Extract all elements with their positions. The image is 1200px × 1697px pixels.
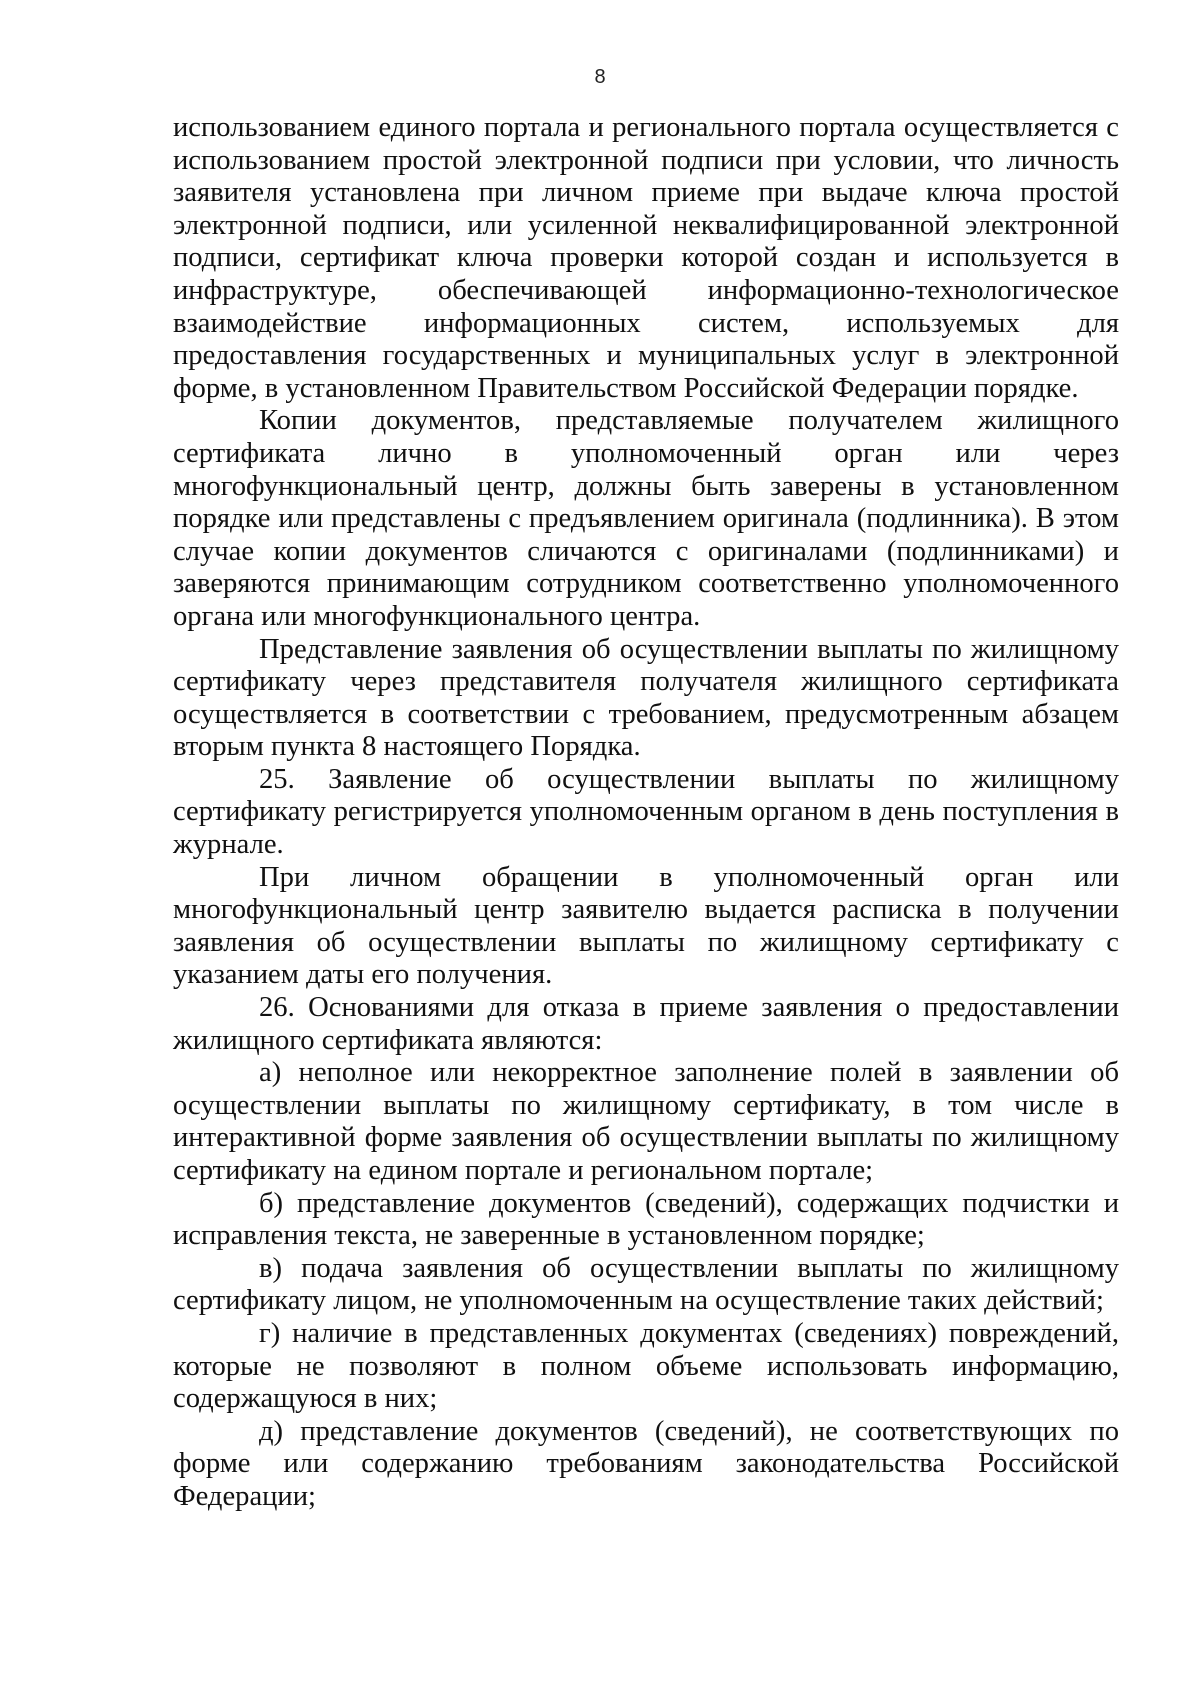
paragraph: использованием единого портала и регионального портала осуществляется с использованием простой электронной подписи при условии, что личность заявителя установлена при личном приеме при выдаче ключа простой электронной подписи, или усиленной неквалифицированной электронной подписи, сертификат ключа проверки которой создан и используется в инфраструктуре, обеспечивающей информационно-технологическое взаимодействие информационных систем, используемых для предоставления государственных и муниципальных услуг в электронной форме, в установленном Правительством Российской Федерации порядке. [173,112,1119,404]
list-item: а) неполное или некорректное заполнение полей в заявлении об осуществлении выплаты по жилищному сертификату, в том числе в интерактивной форме заявления об осуществлении выплаты по жилищному сертификату на едином портале и региональном портале; [173,1057,1119,1186]
list-item: б) представление документов (сведений), содержащих подчистки и исправления текста, не заверенные в установленном порядке; [173,1187,1119,1252]
paragraph: 25. Заявление об осуществлении выплаты по жилищному сертификату регистрируется уполномоченным органом в день поступления в журнале. [173,763,1119,861]
list-item: д) представление документов (сведений), не соответствующих по форме или содержанию требованиям законодательства Российской Федерации; [173,1415,1119,1512]
document-body [173,112,1119,1514]
list-item: в) подача заявления об осуществлении выплаты по жилищному сертификату лицом, не уполномоченным на осуществление таких действий; [173,1252,1119,1317]
list-item: г) наличие в представленных документах (сведениях) повреждений, которые не позволяют в полном объеме использовать информацию, содержащуюся в них; [173,1317,1119,1415]
paragraph: 26. Основаниями для отказа в приеме заявления о предоставлении жилищного сертификата являются: [173,992,1119,1056]
paragraph: При личном обращении в уполномоченный орган или многофункциональный центр заявителю выдается расписка в получении заявления об осуществлении выплаты по жилищному сертификату с указанием даты его получения. [173,861,1119,991]
paragraph: Представление заявления об осуществлении выплаты по жилищному сертификату через представителя получателя жилищного сертификата осуществляется в соответствии с требованием, предусмотренным абзацем вторым пункта 8 настоящего Порядка. [173,633,1119,763]
paragraph: Копии документов, представляемые получателем жилищного сертификата лично в уполномоченный орган или через многофункциональный центр, должны быть заверены в установленном порядке или представлены с предъявлением оригинала (подлинника). В этом случае копии документов сличаются с оригиналами (подлинниками) и заверяются принимающим сотрудником соответственно уполномоченного органа или многофункционального центра. [173,405,1119,632]
page-number: 8 [594,66,606,88]
